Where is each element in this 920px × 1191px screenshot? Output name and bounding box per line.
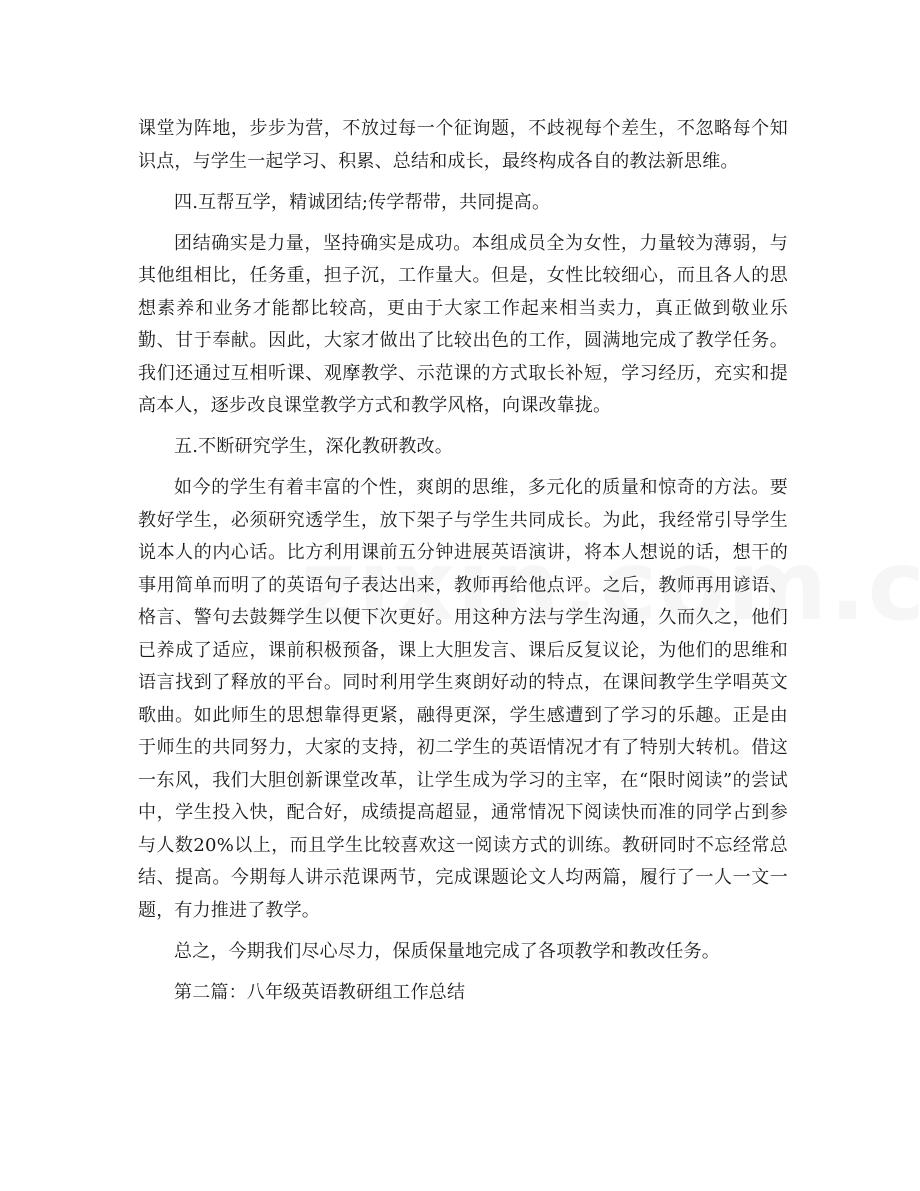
paragraph-teamwork: 团结确实是力量，坚持确实是成功。本组成员全为女性，力量较为薄弱，与其他组相比，任务重，担子沉，工作量大。但是，女性比较细心，而且各人的思想素养和业务才能都比较高，更由于大家工作起来相当卖力，真正做到敬业乐勤、甘于奉献。因此，大家才做出了比较出色的工作，圆满地完成了教学任务。我们还通过互相听课、观摩教学、示范课的方式取长补短，学习经历，充实和提高本人，逐步改良课堂教学方式和教学风格，向课改靠拢。 bbox=[138, 232, 788, 416]
next-article-title: 第二篇：八年级英语教研组工作总结 bbox=[174, 981, 466, 1003]
section-heading-five: 五.不断研究学生，深化教研教改。 bbox=[174, 436, 453, 457]
paragraph-continuation: 课堂为阵地，步步为营，不放过每一个征询题，不歧视每个差生，不忽略每个知识点，与学生一起学习、积累、总结和成长，最终构成各自的教法新思维。 bbox=[138, 118, 788, 172]
paragraph-student-research: 如今的学生有着丰富的个性，爽朗的思维，多元化的质量和惊奇的方法。要教好学生，必须研究透学生，放下架子与学生共同成长。为此，我经常引导学生说本人的内心话。比方利用课前五分钟进展英语演讲，将本人想说的话，想干的事用简单而明了的英语句子表达出来，教师再给他点评。之后，教师再用谚语、格言、警句去鼓舞学生以便下次更好。用这种方法与学生沟通，久而久之，他们已养成了适应，课前积极预备，课上大胆发言、课后反复议论，为他们的思维和语言找到了释放的平台。同时利用学生爽朗好动的特点，在课间教学生学唱英文歌曲。如此师生的思想靠得更紧，融得更深，学生感遭到了学习的乐趣。正是由于师生的共同努力，大家的支持，初二学生的英语情况才有了特别大转机。借这一东风，我们大胆创新课堂改革，让学生成为学习的主宰，在“限时阅读”的尝试中，学生投入快，配合好，成绩提高超显，通常情况下阅读快而准的同学占到参与人数20%以上，而且学生比较喜欢这一阅读方式的训练。教研同时不忘经常总结、提高。今期每人讲示范课两节，完成课题论文人均两篇，履行了一人一文一题，有力推进了教学。 bbox=[138, 477, 788, 921]
section-heading-four: 四.互帮互学，精诚团结;传学帮带，共同提高。 bbox=[174, 191, 551, 213]
paragraph-conclusion: 总之，今期我们尽心尽力，保质保量地完成了各项教学和教改任务。 bbox=[174, 940, 720, 962]
document-page bbox=[138, 113, 788, 1009]
